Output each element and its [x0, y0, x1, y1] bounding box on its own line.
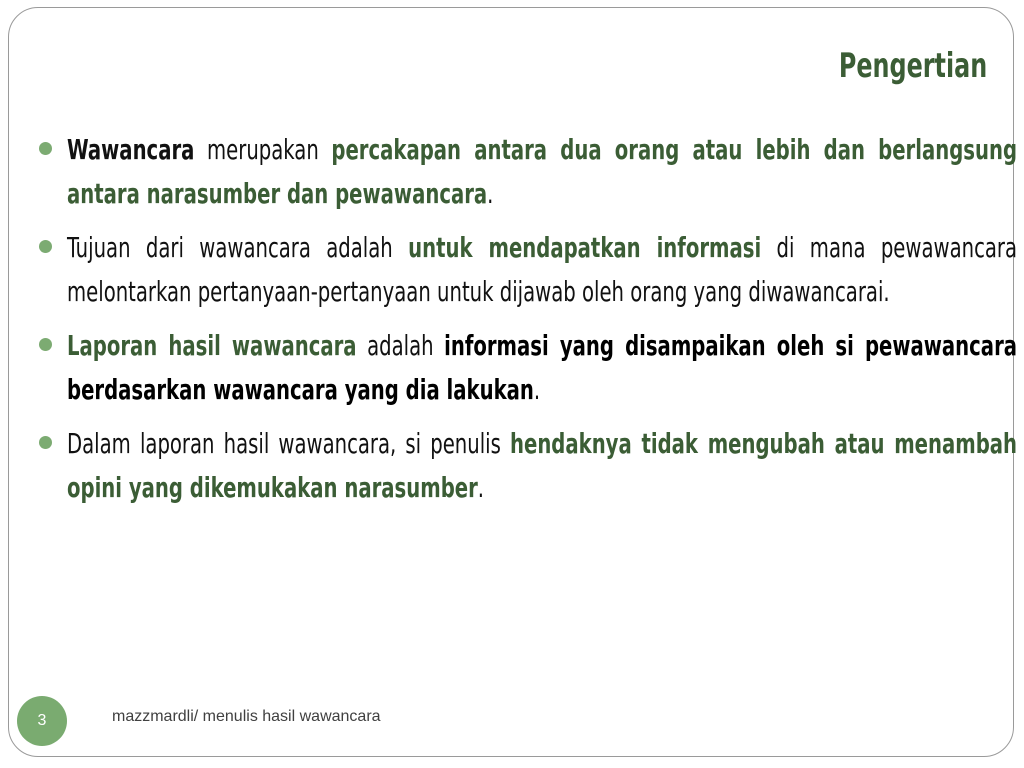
bullet-segment: untuk mendapatkan informasi	[408, 231, 762, 264]
slide-title: Pengertian	[838, 46, 987, 86]
bullet-text	[67, 422, 1017, 510]
slide-frame	[8, 7, 1018, 757]
footer-text: mazzmardli/ menulis hasil wawancara	[112, 708, 381, 725]
bullet-segment: hendaknya tidak mengubah atau menambah opini yang dikemukakan narasumber	[67, 427, 1018, 504]
bullet-segment: Wawancara	[67, 133, 195, 166]
bullet-segment: adalah	[356, 329, 445, 362]
bullet-segment: percakapan antara dua orang atau lebih dan berlangsung antara narasumber dan pewawancara	[67, 133, 1018, 210]
bullet-segment: .	[487, 177, 494, 210]
bullet-segment: informasi yang disampaikan oleh si pewawancara berdasarkan wawancara yang dia lakukan	[67, 329, 1018, 406]
bullet-item	[39, 422, 1018, 510]
page-number-badge: 3	[17, 696, 67, 746]
bullet-text	[67, 324, 1017, 412]
bullet-segment: .	[477, 471, 485, 504]
bullet-segment: Tujuan dari wawancara adalah	[67, 231, 409, 264]
bullet-text	[67, 226, 1017, 314]
bullet-segment: merupakan	[194, 133, 332, 166]
bullet-segment: Laporan hasil wawancara	[67, 329, 357, 362]
bullet-list	[39, 128, 1018, 520]
bullet-item	[39, 226, 1018, 314]
bullet-dot-icon	[39, 240, 52, 253]
bullet-dot-icon	[39, 142, 52, 155]
bullet-text	[67, 128, 1017, 216]
bullet-item	[39, 324, 1018, 412]
bullet-segment: di mana pewawancara melontarkan pertanyaan-pertanyaan untuk dijawab oleh orang yang diwawancarai.	[67, 231, 1018, 308]
bullet-item	[39, 128, 1018, 216]
bullet-dot-icon	[39, 436, 52, 449]
bullet-segment: .	[533, 373, 541, 406]
bullet-segment: Dalam laporan hasil wawancara, si penulis	[67, 427, 510, 460]
bullet-dot-icon	[39, 338, 52, 351]
